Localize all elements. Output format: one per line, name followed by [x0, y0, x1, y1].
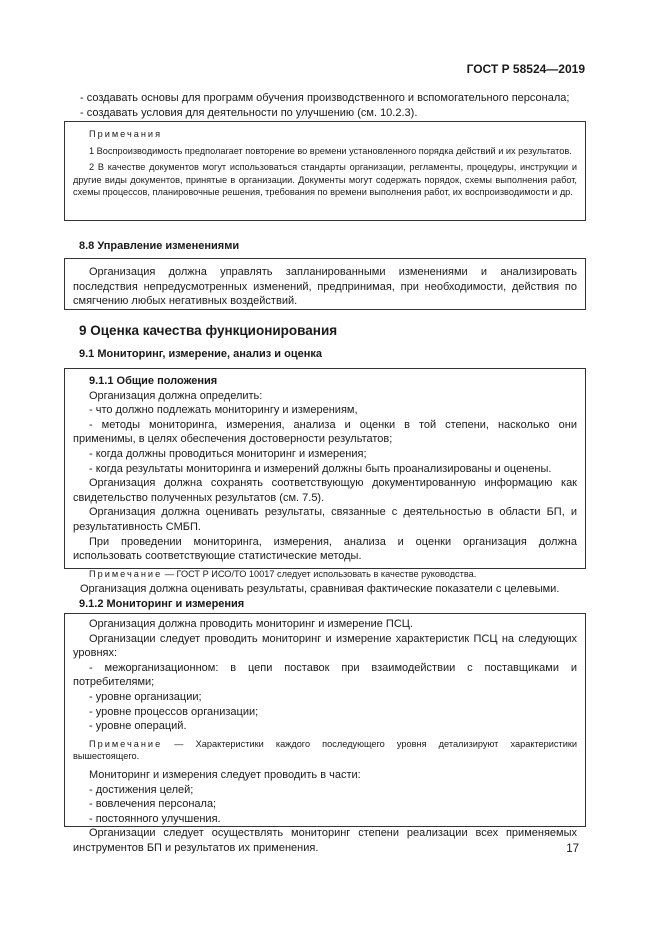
document-header: ГОСТ Р 58524—2019 [466, 62, 585, 76]
list-item: - межорганизационном: в цепи поставок при взаимодействии с поставщиками и потребителями; [73, 661, 577, 689]
note-text: — Характеристики каждого последующего уровня детализируют характеристики вышестоящего. [73, 738, 577, 762]
section-heading: 8.8 Управление изменениями [79, 240, 240, 252]
paragraph: При проведении мониторинга, измерения, анализа и оценки организация должна использовать соответствующие статистические методы. [73, 535, 577, 563]
note-label: Примечание [89, 738, 163, 749]
section-heading: 9.1 Мониторинг, измерение, анализ и оценка [79, 348, 322, 360]
note-1: 1 Воспроизводимость предполагает повторение во времени установленного порядка действий и их результатов. [89, 145, 572, 156]
paragraph: Мониторинг и измерения следует проводить в части: [89, 768, 361, 781]
page-number: 17 [566, 843, 579, 855]
paragraph: Организация должна определить: [89, 389, 263, 402]
list-item: - достижения целей; [89, 783, 194, 796]
list-item: - создавать основы для программ обучения производственного и вспомогательного персонала; [80, 92, 570, 104]
list-item: - когда результаты мониторинга и измерений должны быть проанализированы и оценены. [89, 462, 552, 475]
subsection-heading: 9.1.1 Общие положения [89, 375, 218, 387]
notes-title: Примечания [89, 129, 163, 139]
list-item: - создавать условия для деятельности по улучшению (см. 10.2.3). [80, 107, 418, 119]
subsection-heading: 9.1.2 Мониторинг и измерения [79, 598, 245, 610]
list-item: - уровне организации; [89, 690, 202, 703]
list-item: - когда должны проводиться мониторинг и измерения; [89, 447, 367, 460]
chapter-heading: 9 Оценка качества функционирования [79, 323, 338, 338]
list-item: - уровне операций. [89, 720, 187, 733]
list-item: - вовлечения персонала; [89, 798, 217, 811]
note [73, 738, 577, 763]
list-item: - методы мониторинга, измерения, анализа и оценки в той степени, насколько они применимы, в целях обеспечения достоверности результатов; [73, 418, 577, 446]
list-item: - что должно подлежать мониторингу и измерениям, [89, 404, 358, 417]
list-item: - постоянного улучшения. [89, 812, 221, 825]
paragraph: Организация должна оценивать результаты, связанные с деятельностью в области БП, и результативность СМБП. [73, 506, 577, 533]
paragraph: Организации следует осуществлять мониторинг степени реализации всех применяемых инструментов БП и результатов их применения. [73, 827, 577, 854]
paragraph: Организация должна сохранять соответствующую документированную информацию как свидетельство полученных результатов (см. 7.5). [73, 477, 577, 504]
note-2: 2 В качестве документов могут использоваться стандарты организации, регламенты, процедуры, инструкции и другие виды документов, принятые в организации. Документы могут содержать порядок, схемы выполнения работ, схемы процессов, планировочные решения, требования по времени выполнения работ, их воспроизводимости и др. [73, 162, 577, 198]
paragraph: Организации следует проводить мониторинг и измерение характеристик ПСЦ на следующих уровнях: [73, 632, 577, 660]
note-label: Примечание [89, 568, 163, 579]
paragraph: Организация должна проводить мониторинг и измерение ПСЦ. [89, 618, 413, 630]
note [73, 568, 577, 581]
section-box [64, 368, 586, 579]
paragraph: Организация должна оценивать результаты, сравнивая фактические показатели с целевыми. [80, 583, 560, 595]
section-box [64, 258, 586, 310]
paragraph: Организация должна управлять запланированными изменениями и анализировать последствия непредусмотренных изменений, предпринимая, при необходимости, действия по смягчению любых негативных воздействий. [73, 266, 577, 308]
notes-box [64, 121, 586, 221]
note-text: — ГОСТ Р ИСО/ТО 10017 следует использовать в качестве руководства. [162, 568, 477, 579]
list-item: - уровне процессов организации; [89, 705, 259, 718]
